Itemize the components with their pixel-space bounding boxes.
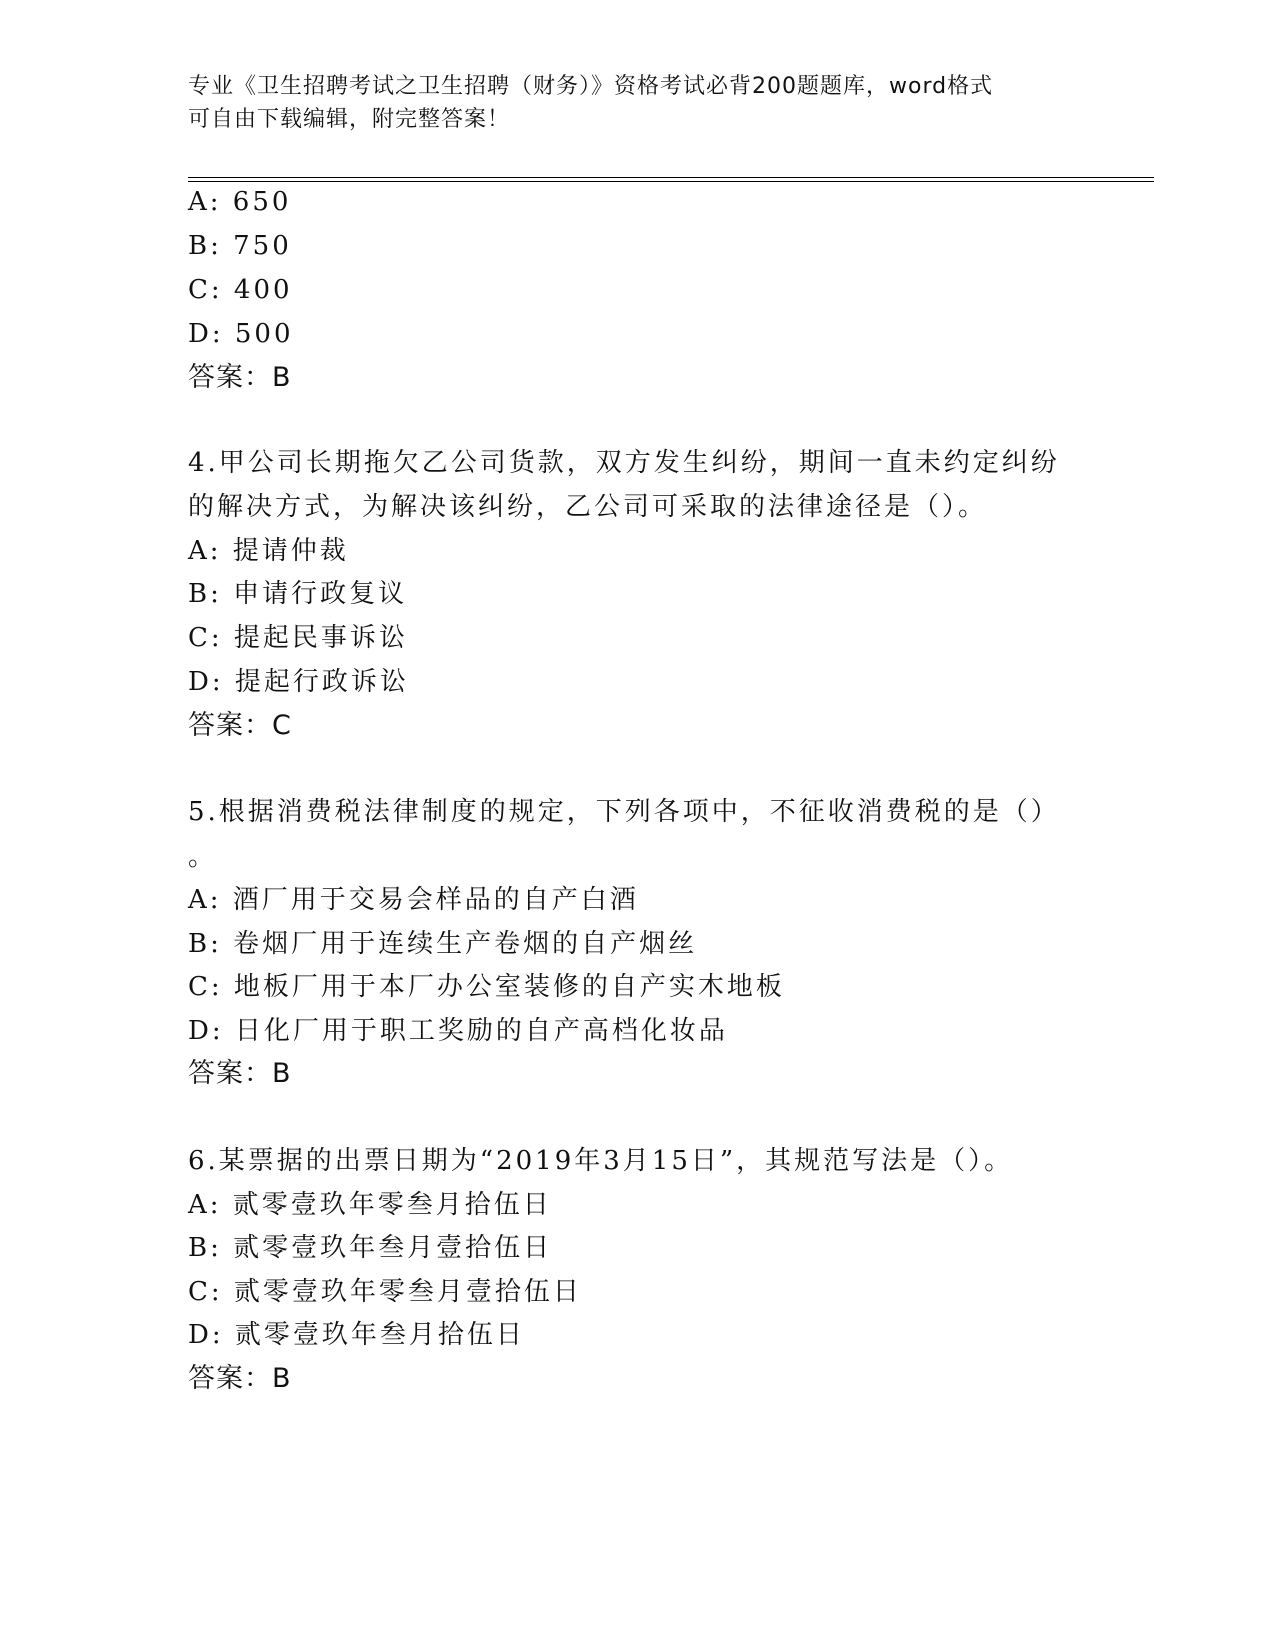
q3-answer: 答案：B	[188, 362, 292, 393]
header-line-1: 专业《卫生招聘考试之卫生招聘（财务）》资格考试必背200题题库，word格式	[188, 74, 994, 99]
q5-option-a: A: 酒厂用于交易会样品的自产白酒	[188, 885, 639, 915]
q6-answer: 答案：B	[188, 1363, 292, 1394]
q4-stem-line-1: 4.甲公司长期拖欠乙公司货款，双方发生纠纷，期间一直未约定纠纷	[188, 448, 1060, 478]
q5-option-d: D: 日化厂用于职工奖励的自产高档化妆品	[188, 1016, 728, 1046]
header-line-2: 可自由下载编辑，附完整答案！	[188, 107, 511, 132]
q6-option-b: B: 贰零壹玖年叁月壹拾伍日	[188, 1233, 553, 1263]
q6-option-c: C: 贰零壹玖年零叁月壹拾伍日	[188, 1277, 582, 1307]
q6-stem-line-1: 6.某票据的出票日期为“2019年3月15日”，其规范写法是（）。	[188, 1146, 1014, 1176]
q3-option-b: B: 750	[188, 231, 292, 261]
q4-option-a: A: 提请仲裁	[188, 536, 349, 566]
q3-option-a: A: 650	[188, 187, 292, 217]
q4-stem-line-2: 的解决方式，为解决该纠纷，乙公司可采取的法律途径是（）。	[188, 492, 988, 522]
q5-answer: 答案：B	[188, 1058, 292, 1089]
q5-stem-line-1: 5.根据消费税法律制度的规定，下列各项中，不征收消费税的是（）	[188, 797, 1060, 827]
header-double-rule	[188, 177, 1154, 182]
q6-option-d: D: 贰零壹玖年叁月拾伍日	[188, 1320, 525, 1350]
document-header	[188, 70, 1088, 136]
q5-stem-line-2: 。	[188, 842, 218, 872]
q5-option-c: C: 地板厂用于本厂办公室装修的自产实木地板	[188, 972, 785, 1002]
q4-option-c: C: 提起民事诉讼	[188, 623, 408, 653]
q5-option-b: B: 卷烟厂用于连续生产卷烟的自产烟丝	[188, 929, 698, 959]
q4-answer: 答案：C	[188, 710, 292, 741]
q4-option-d: D: 提起行政诉讼	[188, 667, 409, 697]
q4-option-b: B: 申请行政复议	[188, 579, 408, 609]
q6-option-a: A: 贰零壹玖年零叁月拾伍日	[188, 1190, 552, 1220]
q3-option-d: D: 500	[188, 319, 294, 349]
q3-option-c: C: 400	[188, 275, 293, 305]
